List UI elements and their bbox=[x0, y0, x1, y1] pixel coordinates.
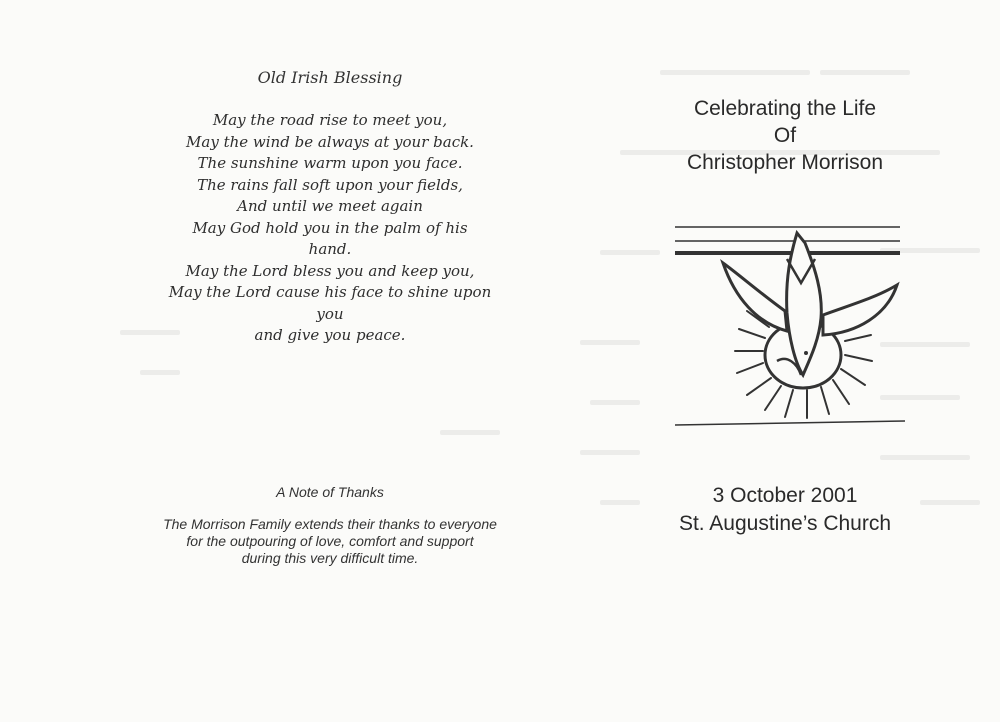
blessing-title: Old Irish Blessing bbox=[257, 68, 403, 87]
heading-line: Of bbox=[773, 124, 797, 147]
service-details bbox=[640, 482, 930, 538]
poem-line: you bbox=[316, 304, 344, 323]
heading-line: Celebrating the Life bbox=[693, 97, 877, 120]
poem-line: May the Lord bless you and keep you, bbox=[185, 261, 475, 280]
poem-line: hand. bbox=[308, 240, 352, 258]
right-page bbox=[640, 95, 930, 535]
poem-line: And until we meet again bbox=[237, 197, 423, 215]
poem-line: The sunshine warm upon you face. bbox=[197, 154, 463, 172]
blessing-poem bbox=[110, 110, 550, 347]
poem-line: The rains fall soft upon your fields, bbox=[197, 175, 463, 194]
service-venue: St. Augustine’s Church bbox=[678, 512, 892, 535]
dove-icon bbox=[675, 223, 915, 433]
service-date: 3 October 2001 bbox=[712, 484, 858, 507]
celebration-heading bbox=[640, 95, 930, 176]
thanks-line: for the outpouring of love, comfort and support bbox=[186, 533, 474, 549]
thanks-title: A Note of Thanks bbox=[276, 484, 384, 500]
poem-line: and give you peace. bbox=[254, 326, 406, 344]
thanks-message bbox=[130, 516, 530, 567]
thanks-line: during this very difficult time. bbox=[241, 550, 419, 566]
thanks-line: The Morrison Family extends their thanks to everyone bbox=[163, 516, 497, 532]
deceased-name: Christopher Morrison bbox=[686, 151, 884, 174]
poem-line: May the road rise to meet you, bbox=[212, 111, 448, 129]
poem-line: May God hold you in the palm of his bbox=[192, 218, 468, 237]
poem-line: May the wind be always at your back. bbox=[186, 132, 474, 151]
poem-line: May the Lord cause his face to shine upon bbox=[168, 283, 492, 301]
